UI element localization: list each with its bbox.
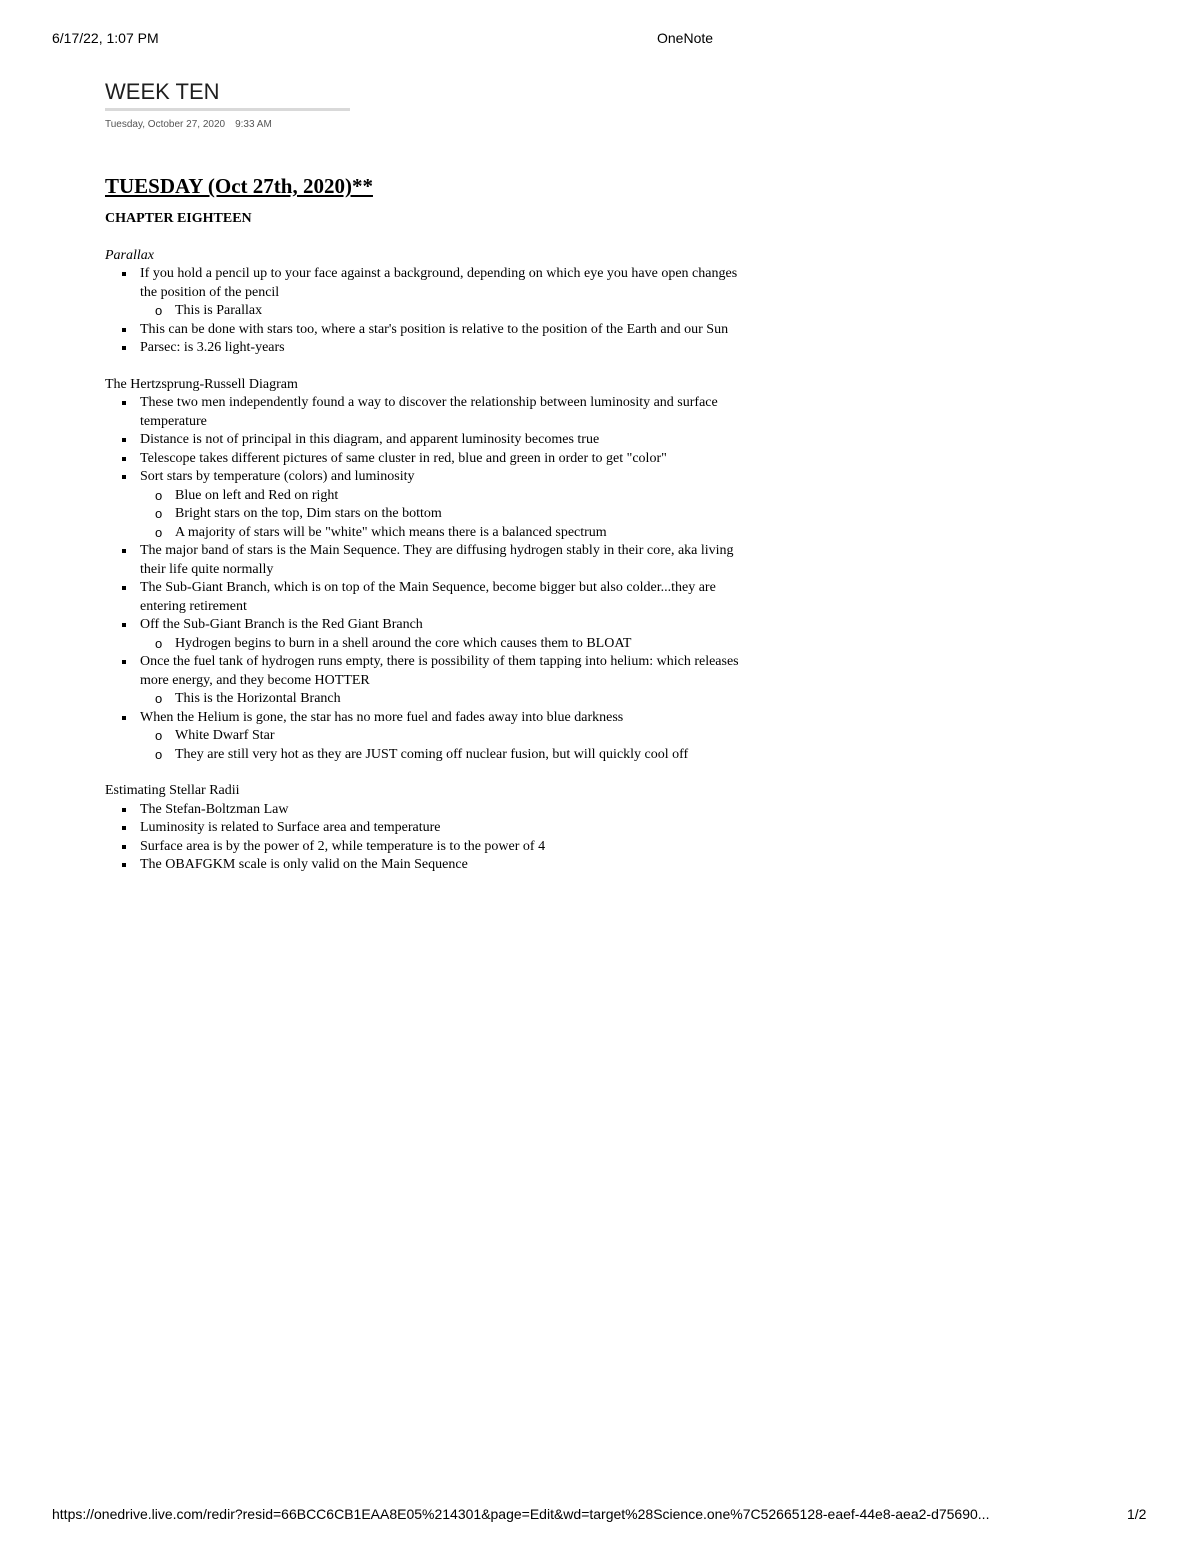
- sub-bullet-list: [140, 635, 745, 654]
- sub-list-item: o Blue on left and Red on right: [175, 487, 745, 506]
- chapter-heading: CHAPTER EIGHTEEN: [105, 211, 252, 226]
- list-item-text: These two men independently found a way to discover the relationship between luminosity and surface temperature: [140, 395, 718, 429]
- sub-list-item: o This is the Horizontal Branch: [175, 690, 745, 709]
- note-section: [105, 782, 745, 875]
- list-item: [140, 339, 745, 358]
- bullet-list: [105, 394, 745, 764]
- sub-bullet-list: [140, 487, 745, 543]
- print-url: https://onedrive.live.com/redir?resid=66BCC6CB1EAA8E05%214301&page=Edit&wd=target%28Science.one%7C52665128-eaef-44e8-aea2-d75690...: [52, 1506, 990, 1522]
- note-section: [105, 247, 745, 358]
- list-item: [140, 819, 745, 838]
- list-item: [140, 709, 745, 765]
- sub-list-item: o Hydrogen begins to burn in a shell around the core which causes them to BLOAT: [175, 635, 745, 654]
- bullet-list: [105, 801, 745, 875]
- list-item-text: Off the Sub-Giant Branch is the Red Giant Branch: [140, 617, 423, 632]
- list-item-text: Parsec: is 3.26 light-years: [140, 340, 285, 355]
- list-item-text: Distance is not of principal in this diagram, and apparent luminosity becomes true: [140, 432, 600, 447]
- note-content[interactable]: [105, 168, 745, 893]
- print-app-name: OneNote: [657, 30, 714, 46]
- page-title-block: [105, 78, 350, 130]
- note-sections: [105, 247, 745, 875]
- list-item: [140, 653, 745, 709]
- list-item: [140, 450, 745, 469]
- list-item: [140, 321, 745, 340]
- sub-list-item: o They are still very hot as they are JUST coming off nuclear fusion, but will quickly cool off: [175, 746, 745, 765]
- page-timestamp: [105, 119, 350, 130]
- list-item-text: The major band of stars is the Main Sequence. They are diffusing hydrogen stably in their core, aka living their life quite normally: [140, 543, 734, 577]
- sub-list-item: o White Dwarf Star: [175, 727, 745, 746]
- sub-list-item: o A majority of stars will be "white" which means there is a balanced spectrum: [175, 524, 745, 543]
- sub-list-item: o This is Parallax: [175, 302, 745, 321]
- list-item: [140, 468, 745, 542]
- day-heading: TUESDAY (Oct 27th, 2020)**: [105, 174, 373, 198]
- sub-list-item: o Bright stars on the top, Dim stars on the bottom: [175, 505, 745, 524]
- list-item-text: The OBAFGKM scale is only valid on the Main Sequence: [140, 857, 468, 872]
- section-title: The Hertzsprung-Russell Diagram: [105, 376, 298, 392]
- sub-bullet-list: [140, 690, 745, 709]
- list-item: [140, 431, 745, 450]
- print-page-number: 1/2: [1127, 1506, 1147, 1522]
- page-date: Tuesday, October 27, 2020: [105, 119, 226, 130]
- list-item-text: Luminosity is related to Surface area and temperature: [140, 820, 441, 835]
- list-item: [140, 856, 745, 875]
- list-item: [140, 579, 745, 616]
- list-item-text: Once the fuel tank of hydrogen runs empty, there is possibility of them tapping into helium: which releases more energy, and they become HOTTER: [140, 654, 739, 688]
- list-item-text: This can be done with stars too, where a star's position is relative to the position of the Earth and our Sun: [140, 321, 729, 337]
- page-title[interactable]: WEEK TEN: [105, 78, 350, 111]
- list-item-text: Telescope takes different pictures of same cluster in red, blue and green in order to get "color": [140, 450, 667, 466]
- print-datetime: 6/17/22, 1:07 PM: [52, 30, 159, 46]
- list-item: [140, 394, 745, 431]
- list-item: [140, 838, 745, 857]
- page-time: 9:33 AM: [235, 119, 272, 130]
- section-title: Parallax: [105, 247, 154, 263]
- list-item-text: When the Helium is gone, the star has no more fuel and fades away into blue darkness: [140, 709, 624, 725]
- list-item-text: The Stefan-Boltzman Law: [140, 801, 289, 817]
- list-item-text: If you hold a pencil up to your face against a background, depending on which eye you have open changes the position of the pencil: [140, 266, 738, 300]
- list-item-text: The Sub-Giant Branch, which is on top of the Main Sequence, become bigger but also colder...they are entering retirement: [140, 580, 716, 614]
- list-item: [140, 616, 745, 653]
- list-item: [140, 265, 745, 321]
- list-item: [140, 542, 745, 579]
- bullet-list: [105, 265, 745, 358]
- list-item: [140, 801, 745, 820]
- section-title: Estimating Stellar Radii: [105, 783, 240, 798]
- list-item-text: Surface area is by the power of 2, while temperature is to the power of 4: [140, 838, 546, 854]
- list-item-text: Sort stars by temperature (colors) and luminosity: [140, 469, 415, 484]
- note-section: [105, 376, 745, 765]
- sub-bullet-list: [140, 727, 745, 764]
- sub-bullet-list: [140, 302, 745, 321]
- print-header: [52, 30, 1152, 50]
